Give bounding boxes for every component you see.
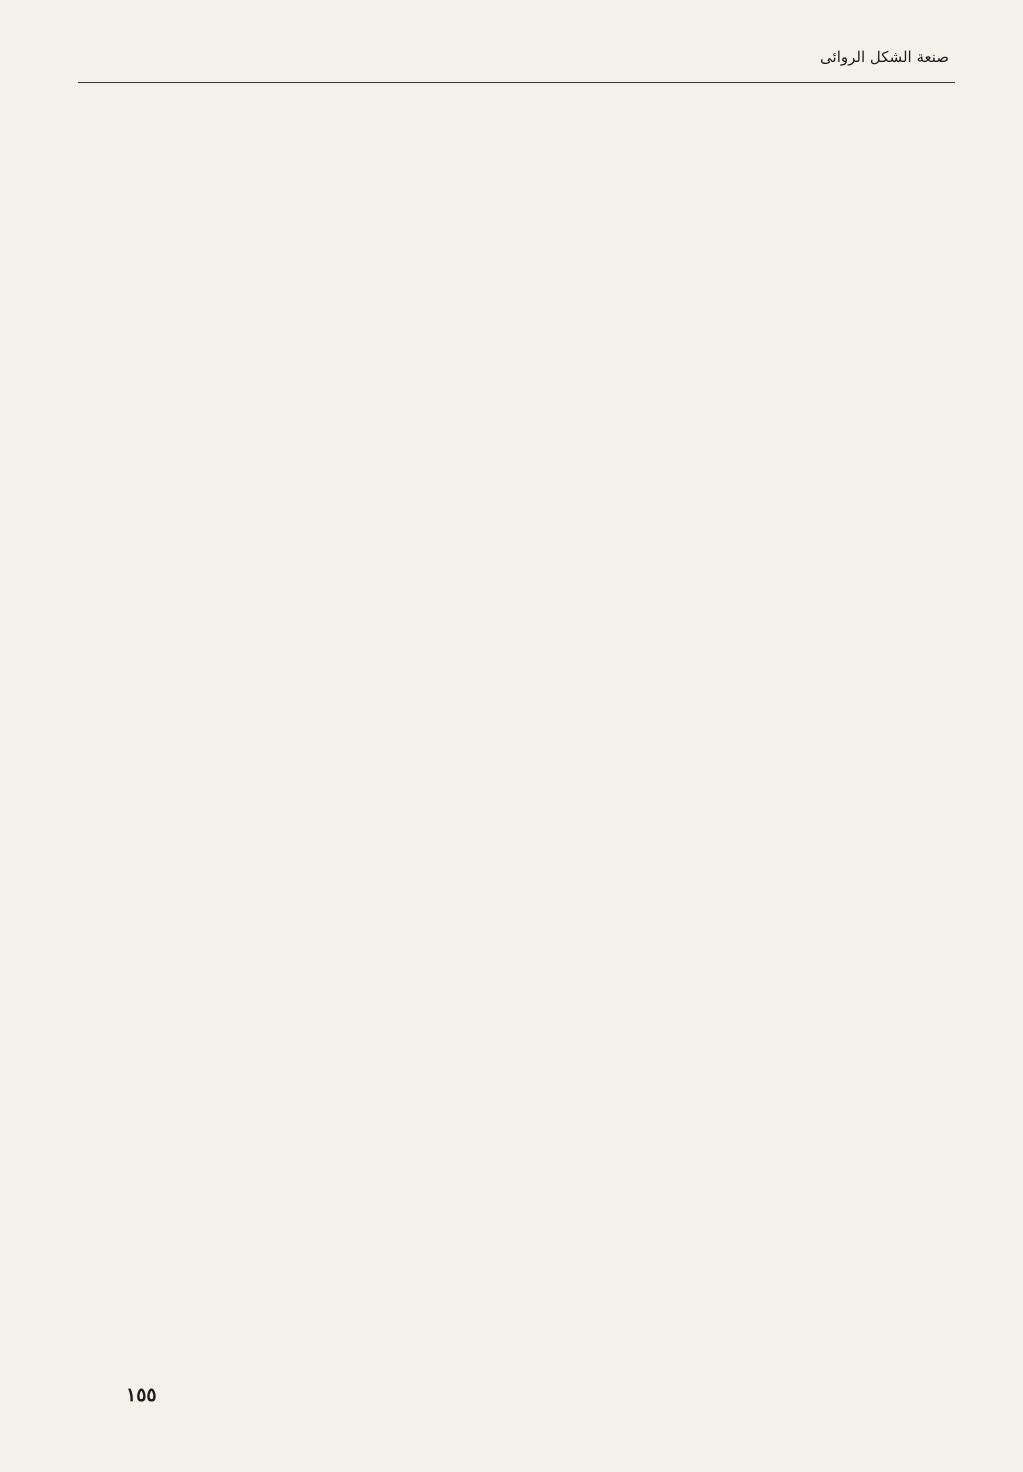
text-column-left — [86, 100, 524, 1362]
page-number: ١٥٥ — [126, 1384, 157, 1406]
text-column-right — [523, 100, 961, 1362]
running-header: صنعة الشكل الروائى — [820, 48, 949, 66]
header-rule — [78, 82, 955, 83]
